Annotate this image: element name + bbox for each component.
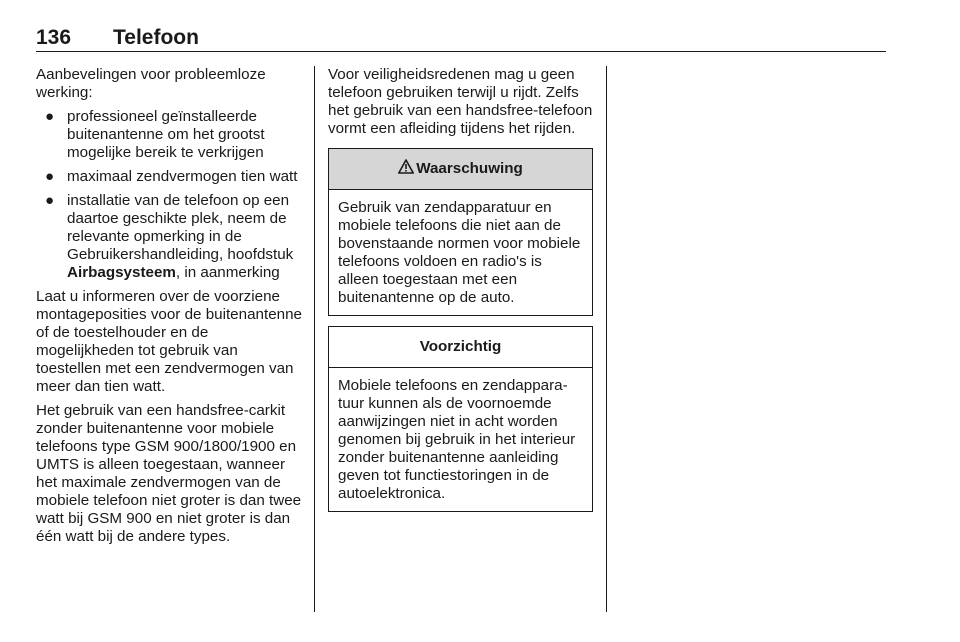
bullet-icon: ●	[45, 168, 55, 185]
list-item-text: professioneel geïnstalleerde buitenantenne om het grootst mogelijke bereik te verkrijgen	[67, 108, 265, 161]
list-item	[36, 108, 302, 162]
intro-paragraph: Voor veiligheidsredenen mag u geen telefoon gebruiken terwijl u rijdt. Zelfs het gebruik van een handsfree-telefoon vormt een afleiding tijdens het rijden.	[328, 66, 593, 137]
column-divider	[606, 66, 607, 612]
list-item	[36, 168, 302, 186]
caution-header	[329, 327, 592, 368]
list-item	[36, 192, 302, 282]
page-header	[36, 26, 886, 52]
section-title: Telefoon	[113, 26, 199, 49]
chapter-reference: Airbagsysteem	[67, 264, 176, 281]
intro-paragraph: Aanbevelingen voor probleemloze werking:	[36, 66, 266, 101]
body-paragraph: Laat u informeren over de voorziene montageposities voor de buitenantenne of de toestelhouder en de mogelijkheden tot gebruik van toestellen met een zendvermogen van meer dan tien watt.	[36, 288, 302, 395]
warning-title: Waarschuwing	[416, 160, 523, 177]
middle-column	[328, 66, 593, 512]
bullet-icon: ●	[45, 192, 55, 209]
column-divider	[314, 66, 315, 612]
list-item-text: , in aanmerking	[175, 264, 280, 281]
left-column	[36, 66, 302, 552]
bullet-icon: ●	[45, 108, 55, 125]
warning-header	[329, 149, 592, 190]
list-item-text: maximaal zendvermogen tien watt	[67, 168, 298, 185]
page-number: 136	[36, 26, 72, 49]
caution-body: Mobiele telefoons en zendapparatuur kunnen als de voornoemde aanwijzingen niet in acht worden genomen bij gebruik in het interieur zonder buitenantenne aanleiding geven tot functiestoringen in de autoelektronica.	[338, 377, 576, 502]
warning-box	[328, 148, 593, 316]
caution-title: Voorzichtig	[419, 338, 502, 355]
recommendation-list	[36, 108, 302, 282]
body-paragraph: Het gebruik van een handsfree-carkit zonder buitenantenne voor mobiele telefoons type GSM 900/1800/1900 en UMTS is alleen toegestaan, wanneer het maximale zendvermogen van de mobiele telefoon niet groter is dan twee watt bij GSM 900 en niet groter is dan één watt bij de andere types.	[36, 402, 302, 545]
warning-triangle-icon	[398, 159, 414, 179]
caution-box	[328, 326, 593, 512]
warning-body: Gebruik van zendapparatuur en mobiele telefoons die niet aan de bovenstaande normen voor mobiele telefoons voldoen en radio's is alleen toegestaan met een buitenantenne op de auto.	[338, 199, 581, 306]
list-item-text: installatie van de telefoon op een daartoe geschikte plek, neem de relevante opmerking in de Gebruikershandleiding, hoofdstuk	[67, 192, 294, 263]
